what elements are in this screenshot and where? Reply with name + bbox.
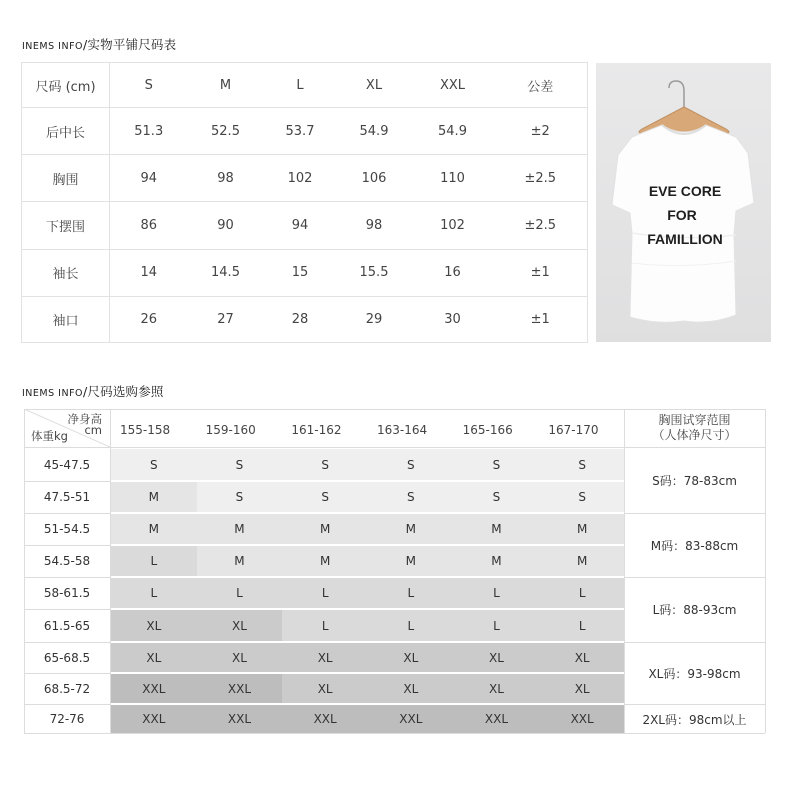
shirt-print-line-1: EVE CORE [648, 183, 722, 199]
size-recommendation-cell: M [539, 546, 625, 576]
size-recommendation-cell: M [197, 514, 283, 544]
weight-range-cell: 58-61.5 [43, 586, 91, 600]
bust-range-header [624, 409, 765, 447]
size-recommendation-cell: L [282, 610, 368, 641]
size-recommendation-cell: XL [454, 643, 540, 672]
size-recommendation-cell: L [368, 610, 454, 641]
flat-measurement-cell: 15.5 [337, 249, 412, 296]
flat-tolerance-cell: ±2.5 [494, 155, 588, 202]
size-recommendation-cell: L [282, 578, 368, 608]
weight-range-cell: 47.5-51 [43, 490, 91, 504]
shirt-print-line-2: FOR [667, 207, 697, 223]
size-recommendation-cell: XXL [368, 705, 454, 733]
bust-divider-line [624, 513, 765, 514]
tshirt-illustration [596, 63, 771, 342]
size-recommendation-cell: XXL [111, 705, 197, 733]
size-recommendation-cell: L [539, 578, 625, 608]
weight-row-divider [24, 545, 110, 546]
size-recommendation-cell: XXL [454, 705, 540, 733]
table-right-border [765, 409, 766, 733]
flat-header-cell: M [188, 63, 264, 108]
flat-measurement-cell: 86 [110, 202, 188, 249]
flat-measurement-cell: 16 [412, 249, 494, 296]
size-recommendation-cell: XXL [197, 705, 283, 733]
weight-row-divider [24, 704, 110, 705]
bust-range-cell: L码：88-93cm [652, 603, 737, 617]
size-recommendation-cell: L [111, 578, 197, 608]
flat-measurement-cell: 94 [110, 155, 188, 202]
height-range-header: 167-170 [548, 423, 599, 437]
size-recommendation-cell: XL [197, 643, 283, 672]
flat-tolerance-cell: ±2.5 [494, 202, 588, 249]
flat-measurement-cell: 53.7 [264, 108, 337, 155]
flat-header-cell: S [110, 63, 188, 108]
size-recommendation-cell: XL [197, 610, 283, 641]
flat-measurement-cell: 27 [188, 296, 264, 342]
flat-tolerance-cell: ±1 [494, 296, 588, 342]
weight-range-cell: 51-54.5 [43, 522, 91, 536]
size-recommendation-cell: S [539, 482, 625, 512]
flat-measurement-cell: 28 [264, 296, 337, 342]
weight-row-divider [24, 642, 110, 643]
size-recommendation-cell: L [539, 610, 625, 641]
height-range-header: 163-164 [377, 423, 428, 437]
flat-measurement-cell: 54.9 [412, 108, 494, 155]
size-recommendation-cell: XXL [282, 705, 368, 733]
flat-row-label: 袖长 [22, 249, 110, 296]
corner-weight-label: 体重kg [31, 429, 68, 443]
bust-divider-line [624, 704, 765, 705]
weight-row-divider [24, 577, 110, 578]
flat-header-cell: 公差 [494, 63, 588, 108]
weight-row-divider [24, 673, 110, 674]
size-recommendation-cell: M [454, 546, 540, 576]
flat-table-header-row [22, 63, 588, 108]
size-recommendation-cell: XXL [197, 674, 283, 703]
size-recommendation-cell: L [368, 578, 454, 608]
size-recommendation-cell: S [111, 449, 197, 480]
size-recommendation-cell: M [368, 546, 454, 576]
size-recommendation-cell: L [197, 578, 283, 608]
flat-table-row [22, 296, 588, 342]
bust-range-cell: M码：83-88cm [650, 538, 739, 553]
size-recommendation-cell: S [282, 449, 368, 480]
flat-measurement-cell: 51.3 [110, 108, 188, 155]
bust-range-cell: S码：78-83cm [652, 474, 737, 488]
flat-measurement-cell: 29 [337, 296, 412, 342]
flat-measurement-cell: 106 [337, 155, 412, 202]
table-top-border [24, 409, 765, 410]
guide-title-en: INEMS INFO [22, 388, 84, 399]
size-recommendation-cell: S [454, 449, 540, 480]
bust-header-line-1: 胸围试穿范围 [658, 413, 731, 427]
size-recommendation-cell: S [539, 449, 625, 480]
weight-row-divider [24, 513, 110, 514]
height-range-header: 159-160 [205, 423, 256, 437]
size-recommendation-cell: XL [282, 674, 368, 703]
size-recommendation-cell: L [454, 578, 540, 608]
flat-measurement-cell: 26 [110, 296, 188, 342]
weight-range-cell: 45-47.5 [43, 457, 91, 472]
flat-tolerance-cell: ±2 [494, 108, 588, 155]
flat-measurement-cell: 15 [264, 249, 337, 296]
size-recommendation-cell: S [282, 482, 368, 512]
flat-row-label: 下摆围 [22, 202, 110, 249]
size-recommendation-cell: M [111, 514, 197, 544]
table-left-border [24, 409, 25, 733]
size-recommendation-cell: L [111, 546, 197, 576]
product-photo [596, 63, 771, 342]
size-guide-title [22, 382, 164, 400]
flat-measurement-cell: 102 [264, 155, 337, 202]
flat-measurement-cell: 90 [188, 202, 264, 249]
flat-header-cell: L [264, 63, 337, 108]
flat-row-label: 袖口 [22, 296, 110, 342]
flat-measurement-cell: 102 [412, 202, 494, 249]
weight-column-border [110, 409, 111, 733]
corner-height-unit: cm [84, 423, 102, 437]
size-recommendation-cell: M [197, 546, 283, 576]
flat-header-cell: XXL [412, 63, 494, 108]
flat-measurement-cell: 30 [412, 296, 494, 342]
size-recommendation-cell: M [282, 514, 368, 544]
size-recommendation-cell: S [197, 449, 283, 480]
table-bottom-border [24, 733, 765, 734]
size-recommendation-cell: XL [111, 643, 197, 672]
size-recommendation-cell: XL [368, 643, 454, 672]
bust-range-cell: 2XL码：98cm以上 [642, 712, 747, 727]
flat-measurement-cell: 52.5 [188, 108, 264, 155]
flat-tolerance-cell: ±1 [494, 249, 588, 296]
size-recommendation-cell: XXL [539, 705, 625, 733]
flat-table-row [22, 108, 588, 155]
header-bottom-border [24, 447, 765, 448]
flat-title-cn: /实物平铺尺码表 [83, 37, 177, 52]
height-range-header: 165-166 [462, 423, 513, 437]
size-recommendation-cell: M [111, 482, 197, 512]
weight-range-cell: 54.5-58 [43, 554, 91, 568]
weight-range-cell: 61.5-65 [43, 618, 91, 633]
size-recommendation-cell: M [539, 514, 625, 544]
bust-column-border [624, 409, 625, 733]
hanger-hook-icon [669, 81, 684, 107]
corner-header [24, 409, 110, 447]
flat-table-row [22, 249, 588, 296]
size-recommendation-cell: S [197, 482, 283, 512]
shirt-print-line-3: FAMILLION [647, 231, 723, 247]
size-recommendation-cell: M [282, 546, 368, 576]
flat-row-label: 胸围 [22, 155, 110, 202]
weight-range-cell: 65-68.5 [43, 650, 91, 665]
flat-measurement-cell: 110 [412, 155, 494, 202]
guide-title-cn: /尺码选购参照 [83, 384, 164, 399]
bust-header-line-2: （人体净尺寸） [652, 428, 737, 442]
weight-range-cell: 68.5-72 [43, 681, 91, 696]
size-recommendation-cell: XL [454, 674, 540, 703]
flat-measurement-cell: 14 [110, 249, 188, 296]
size-recommendation-cell: L [454, 610, 540, 641]
weight-row-divider [24, 481, 110, 482]
flat-measurement-cell: 94 [264, 202, 337, 249]
flat-header-cell: XL [337, 63, 412, 108]
flat-measurement-cell: 54.9 [337, 108, 412, 155]
size-recommendation-cell: XL [539, 674, 625, 703]
size-recommendation-cell: S [454, 482, 540, 512]
bust-divider-line [624, 642, 765, 643]
bust-divider-line [624, 577, 765, 578]
flat-measurement-cell: 98 [337, 202, 412, 249]
size-recommendation-cell: S [368, 449, 454, 480]
size-recommendation-cell: S [368, 482, 454, 512]
flat-header-size-label: 尺码 (cm) [22, 63, 110, 108]
flat-table-row [22, 155, 588, 202]
size-recommendation-cell: XL [282, 643, 368, 672]
flat-size-chart-title [22, 35, 176, 53]
weight-range-cell: 72-76 [49, 712, 85, 726]
size-recommendation-cell: XL [368, 674, 454, 703]
bust-range-cell: XL码：93-98cm [648, 666, 741, 681]
flat-title-en: INEMS INFO [22, 41, 84, 52]
flat-measurement-cell: 14.5 [188, 249, 264, 296]
size-recommendation-cell: M [368, 514, 454, 544]
weight-row-divider [24, 609, 110, 610]
height-range-header: 161-162 [291, 423, 342, 437]
size-recommendation-cell: M [454, 514, 540, 544]
tshirt-shape [612, 125, 754, 322]
height-range-header: 155-158 [120, 423, 171, 437]
flat-row-label: 后中长 [22, 108, 110, 155]
size-recommendation-cell: XL [539, 643, 625, 672]
corner-height-label: 净身高 [67, 412, 102, 426]
size-recommendation-cell: XXL [111, 674, 197, 703]
flat-size-table [21, 62, 588, 343]
flat-table-row [22, 202, 588, 249]
size-recommendation-cell: XL [111, 610, 197, 641]
flat-measurement-cell: 98 [188, 155, 264, 202]
